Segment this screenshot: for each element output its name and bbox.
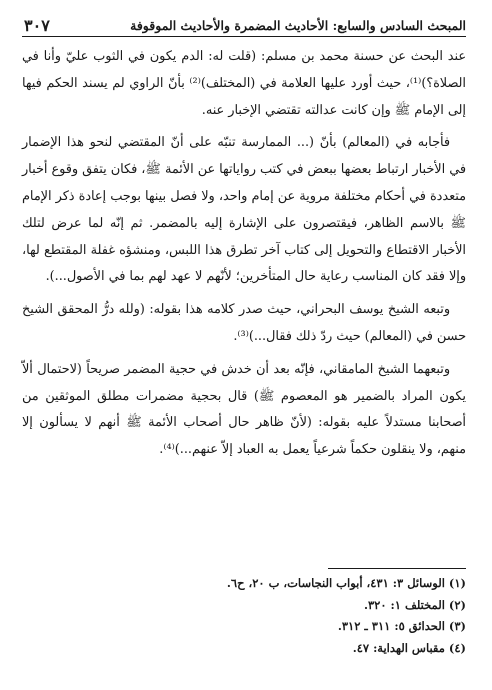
page-number: ٣٠٧ (24, 16, 50, 35)
footnote-2: (٢) المختلف ١: ٣٢٠. (363, 597, 466, 612)
paragraph-3: وتبعه الشيخ يوسف البحراني، حيث صدر كلامه هذا بقوله: (ولله درُّ المحقق الشيخ حسن في (المعالم) حيث ردّ ذلك فقال...)⁽³⁾. (22, 302, 466, 344)
footnote-1: (١) الوسائل ٣: ٤٣١، أبواب النجاسات، ب ٢٠، ح٦. (226, 576, 466, 590)
paragraph-2: فأجابه في (المعالم) بأنّ (... الممارسة تنبّه على أنّ المقتضي لنحو هذا الإضمار في الأخبار ارتباط بعضها ببعض في كتب رواياتها عن الأئمة ﷺ، فكان يتفق وقوع أخبار متعددة في أحكام مختلفة مروية عن إمام واحد، ولا فصل بينها بوجب إعادة ذكر الإمام ﷺ بالاسم الظاهر، فيقتصرون على الإشارة إليه بالمضمر. ثم إنّه لما عرض لتلك الأخبار الاقتطاع والتحويل إلى كتاب آخر تطرق هذا اللبس، ومنشؤه غفلة المقتطع لها، وإلا فقد كان المناسب رعاية حال المتأخرين؛ لأنّهم لا عهد لهم بما في الأصول...). (22, 135, 466, 285)
footnote-3: (٣) الحدائق ٥: ٣١١ ـ ٣١٢. (337, 619, 466, 633)
paragraph-1: عند البحث عن حسنة محمد بن مسلم: (قلت له: الدم يكون في الثوب عليّ وأنا في الصلاة؟)⁽¹⁾، حيث أورد عليها العلامة في (المختلف)⁽²⁾ بأنّ الراوي لم يسند الحكم فيها إلى الإمام ﷺ وإن كانت عدالته تقتضي الإخبار عنه. (22, 49, 466, 118)
footnote-divider (328, 568, 466, 569)
header-divider (22, 36, 466, 37)
header-title: المبحث السادس والسابع: الأحاديث المضمرة والأحاديث الموقوفة (130, 18, 466, 33)
running-header (22, 8, 466, 34)
paragraph-4: وتبعهما الشيخ المامقاني، فإنّه بعد أن خدش في حجية المضمر صريحاً (لاحتمال ألاّ يكون المراد بالضمير هو المعصوم ﷺ) قال بحجية مضمرات مطلق الموثقين من أصحابنا مستدلاً عليه بقوله: (لأنّ ظاهر حال أصحاب الأئمة ﷺ أنهم لا يسألون إلا منهم، ولا ينقلون حكماً شرعياً يعمل به العباد إلاّ عنهم...)⁽⁴⁾. (22, 361, 466, 458)
footnote-4: (٤) مقباس الهداية: ٤٧. (352, 640, 466, 655)
main-text (22, 44, 466, 470)
footnotes (22, 573, 466, 659)
book-page (22, 0, 466, 690)
